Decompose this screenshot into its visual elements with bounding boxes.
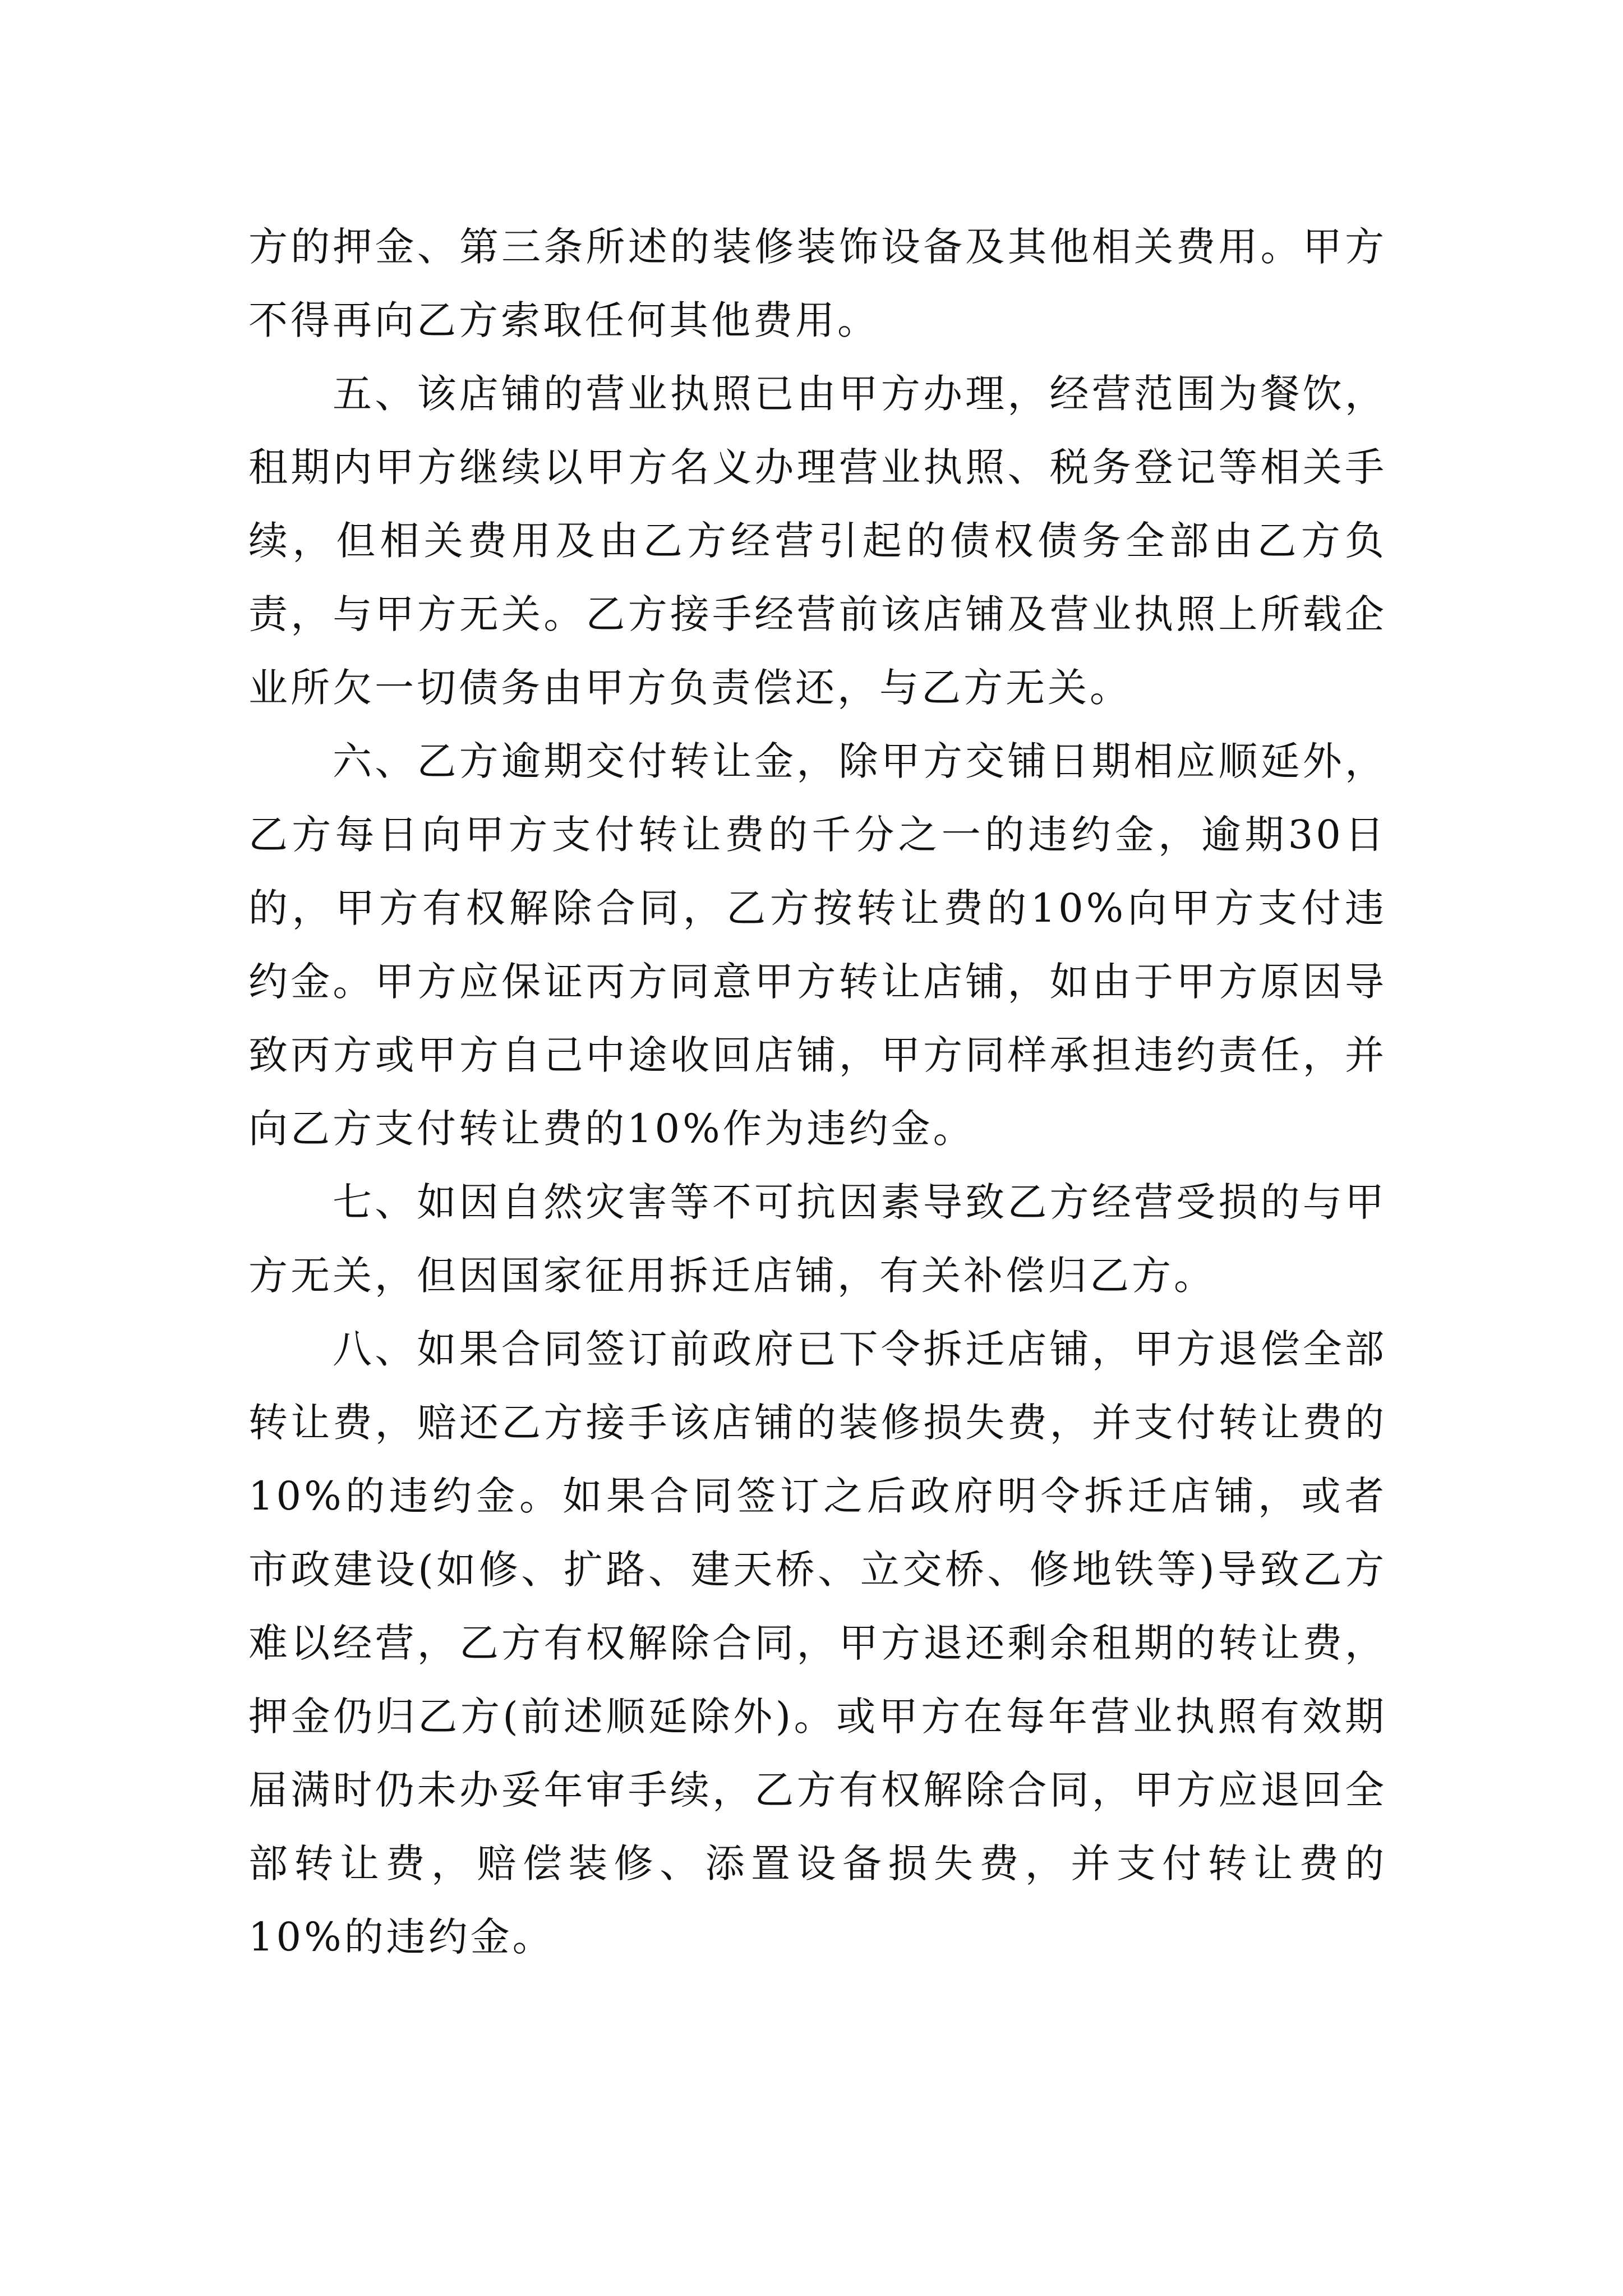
paragraph-clause-8: 八、如果合同签订前政府已下令拆迁店铺，甲方退偿全部转让费，赔还乙方接手该店铺的装修损失费，并支付转让费的10%的违约金。如果合同签订之后政府明令拆迁店铺，或者市政建设(如修、扩路、建天桥、立交桥、修地铁等)导致乙方难以经营，乙方有权解除合同，甲方退还剩余租期的转让费，押金仍归乙方(前述顺延除外)。或甲方在每年营业执照有效期届满时仍未办妥年审手续，乙方有权解除合同，甲方应退回全部转让费，赔偿装修、添置设备损失费，并支付转让费的10%的违约金。: [248, 1326, 1387, 1960]
paragraph-clause-6: 六、乙方逾期交付转让金，除甲方交铺日期相应顺延外，乙方每日向甲方支付转让费的千分之一的违约金，逾期30日的，甲方有权解除合同，乙方按转让费的10%向甲方支付违约金。甲方应保证丙方同意甲方转让店铺，如由于甲方原因导致丙方或甲方自己中途收回店铺，甲方同样承担违约责任，并向乙方支付转让费的10%作为违约金。: [248, 738, 1387, 1152]
document-body: [248, 210, 1387, 1974]
paragraph-continuation: 方的押金、第三条所述的装修装饰设备及其他相关费用。甲方不得再向乙方索取任何其他费用。: [248, 224, 1387, 343]
paragraph-clause-7: 七、如因自然灾害等不可抗因素导致乙方经营受损的与甲方无关，但因国家征用拆迁店铺，有关补偿归乙方。: [248, 1179, 1387, 1299]
paragraph-clause-5: 五、该店铺的营业执照已由甲方办理，经营范围为餐饮，租期内甲方继续以甲方名义办理营业执照、税务登记等相关手续，但相关费用及由乙方经营引起的债权债务全部由乙方负责，与甲方无关。乙方接手经营前该店铺及营业执照上所载企业所欠一切债务由甲方负责偿还，与乙方无关。: [248, 371, 1387, 711]
